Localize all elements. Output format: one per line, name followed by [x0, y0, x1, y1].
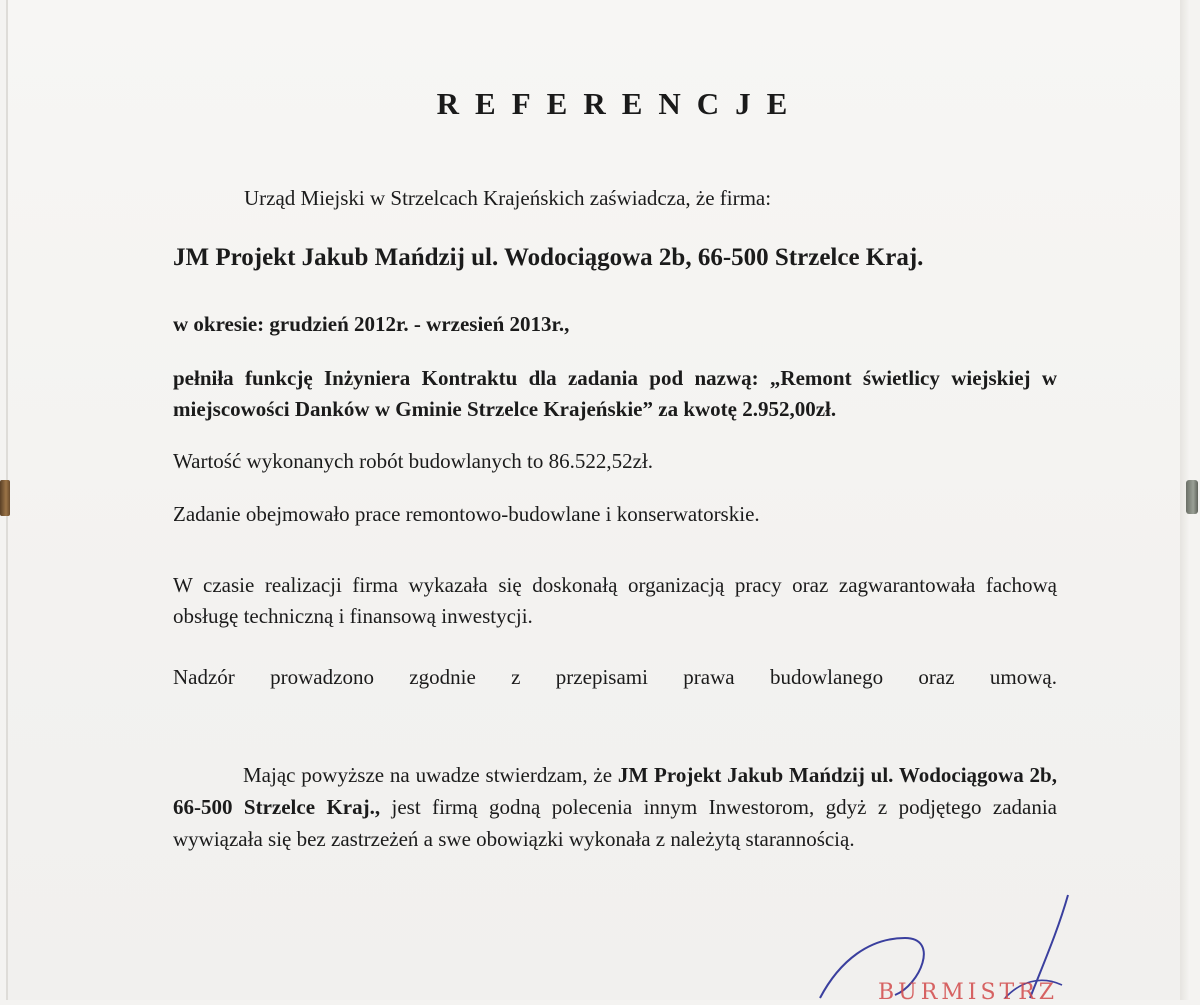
scope-line: Zadanie obejmowało prace remontowo-budowlane i konserwatorskie.: [173, 502, 760, 526]
document-title: REFERENCJE: [436, 86, 804, 121]
final-rest: jest firmą godną polecenia innym Inwestorom, gdyż z podjętego zadania wywiązała się bez zastrzeżeń a swe obowiązki wykonała z należytą starannością.: [173, 795, 1057, 851]
stamp-text: BURMISTRZ: [878, 980, 1059, 1005]
intro-line: Urząd Miejski w Strzelcach Krajeńskich zaświadcza, że firma:: [244, 186, 772, 210]
period-line: w okresie: grudzień 2012r. - wrzesień 2013r.,: [173, 312, 570, 336]
performance-paragraph: W czasie realizacji firma wykazała się doskonałą organizacją pracy oraz zagwarantowała fachową obsługę techniczną i finansową inwestycji.: [173, 573, 1057, 628]
role-paragraph: pełniła funkcję Inżyniera Kontraktu dla zadania pod nazwą: „Remont świetlicy wiejskiej w miejscowości Danków w Gminie Strzelce Krajeńskie” za kwotę 2.952,00zł.: [173, 366, 1057, 421]
company-line: JM Projekt Jakub Mańdzij ul. Wodociągowa 2b, 66-500 Strzelce Kraj.: [173, 244, 924, 271]
final-paragraph: [173, 759, 1057, 855]
final-intro: Mając powyższe na uwadze stwierdzam, że: [243, 763, 613, 787]
supervision-line: Nadzór prowadzono zgodnie z przepisami prawa budowlanego oraz umową.: [173, 665, 1057, 689]
final-company: JM Projekt Jakub Mańdzij ul. Wodociągowa 2b, 66-500 Strzelce Kraj.,: [173, 763, 1057, 819]
left-clip: [0, 480, 10, 516]
right-clip: [1186, 480, 1198, 514]
value-line: Wartość wykonanych robót budowlanych to 86.522,52zł.: [173, 449, 654, 473]
